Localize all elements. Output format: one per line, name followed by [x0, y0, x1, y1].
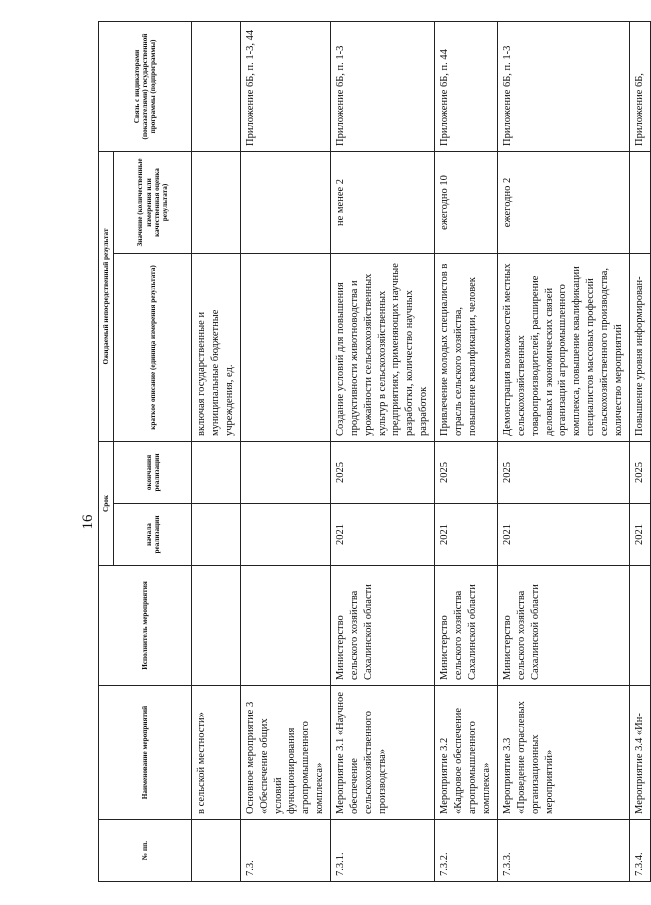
header-term: Срок	[99, 442, 114, 566]
cell-value: ежегодно 10	[435, 152, 498, 254]
table-row	[240, 22, 330, 882]
cell-link: Приложение 6Б, п. 1-3, 44	[240, 22, 330, 152]
cell-desc: включая государственные и муниципальные бюджетные учреждения, ед.	[192, 254, 241, 442]
cell-value	[629, 152, 650, 254]
cell-link: Приложение 6Б, п. 1-3	[331, 22, 435, 152]
cell-link	[192, 22, 241, 152]
cell-executor: Министерство сельского хозяйства Сахалинской области	[498, 566, 630, 686]
cell-num: 7.3.	[240, 820, 330, 882]
cell-name: в сельской местности»	[192, 686, 241, 820]
cell-desc: Привлечение молодых специалистов в отрасль сельского хозяйства, повышение квалификации, человек	[435, 254, 498, 442]
table-row	[629, 22, 650, 882]
header-result-desc: краткое описание (единица измерения результата)	[114, 254, 192, 442]
cell-num: 7.3.2.	[435, 820, 498, 882]
measures-table	[98, 21, 651, 882]
cell-num: 7.3.4.	[629, 820, 650, 882]
cell-start: 2021	[331, 504, 435, 566]
cell-executor: Министерство сельского хозяйства Сахалинской области	[331, 566, 435, 686]
cell-value: ежегодно 2	[498, 152, 630, 254]
cell-start: 2021	[629, 504, 650, 566]
cell-desc: Создание условий для повышения продуктивности животноводства и урожайности сельскохозяйственных культур в сельскохозяйственных предприятиях, применяющих научные разработки, количество научных разработок	[331, 254, 435, 442]
header-name: Наименование мероприятий	[99, 686, 192, 820]
cell-end: 2025	[629, 442, 650, 504]
page-number: 16	[80, 514, 96, 530]
header-term-end: окончания реализации	[114, 442, 192, 504]
cell-value	[192, 152, 241, 254]
header-executor: Исполнитель мероприятия	[99, 566, 192, 686]
cell-start: 2021	[498, 504, 630, 566]
cell-num: 7.3.3.	[498, 820, 630, 882]
cell-end	[192, 442, 241, 504]
cell-start: 2021	[435, 504, 498, 566]
cell-end	[240, 442, 330, 504]
cell-name: Мероприятие 3.3 «Проведение отраслевых организационных мероприятий»	[498, 686, 630, 820]
header-link: Связь с индикаторами (показателями) государственной программы (подпрограммы)	[99, 22, 192, 152]
header-result-value: Значение (количественные измерения или качественная оценка результата)	[114, 152, 192, 254]
cell-desc: Демонстрация возможностей местных сельскохозяйственных товаропроизводителей, расширение деловых и экономических связей организаций агропромышленного комплекса, повышение квалификации специалистов массовых профессий сельскохозяйственного производства, количество мероприятий	[498, 254, 630, 442]
table-row	[498, 22, 630, 882]
header-term-start: начала реализации	[114, 504, 192, 566]
table-row	[435, 22, 498, 882]
cell-name: Основное мероприятие 3 «Обеспечение общих условий функционирования агропромышленного комплекса»	[240, 686, 330, 820]
header-result: Ожидаемый непосредственный результат	[99, 152, 114, 442]
cell-executor	[192, 566, 241, 686]
cell-num	[192, 820, 241, 882]
cell-value	[240, 152, 330, 254]
cell-value: не менее 2	[331, 152, 435, 254]
cell-executor: Министерство сельского хозяйства Сахалинской области	[435, 566, 498, 686]
cell-executor	[240, 566, 330, 686]
cell-desc	[240, 254, 330, 442]
table-row	[331, 22, 435, 882]
cell-num: 7.3.1.	[331, 820, 435, 882]
cell-start	[240, 504, 330, 566]
table-row	[192, 22, 241, 882]
cell-link: Приложение 6Б, п. 1-3	[498, 22, 630, 152]
cell-executor	[629, 566, 650, 686]
cell-link: Приложение 6Б, п. 44	[435, 22, 498, 152]
cell-start	[192, 504, 241, 566]
cell-link: Приложение 6Б,	[629, 22, 650, 152]
cell-name: Мероприятие 3.4 «Ин-	[629, 686, 650, 820]
cell-end: 2025	[331, 442, 435, 504]
cell-end: 2025	[435, 442, 498, 504]
cell-desc: Повышение уровня информирован-	[629, 254, 650, 442]
cell-name: Мероприятие 3.1 «Научное обеспечение сельскохозяйственного производства»	[331, 686, 435, 820]
document-page	[80, 22, 645, 882]
cell-name: Мероприятие 3.2 «Кадровое обеспечение агропромышленного комплекса»	[435, 686, 498, 820]
cell-end: 2025	[498, 442, 630, 504]
header-num: № пп.	[99, 820, 192, 882]
